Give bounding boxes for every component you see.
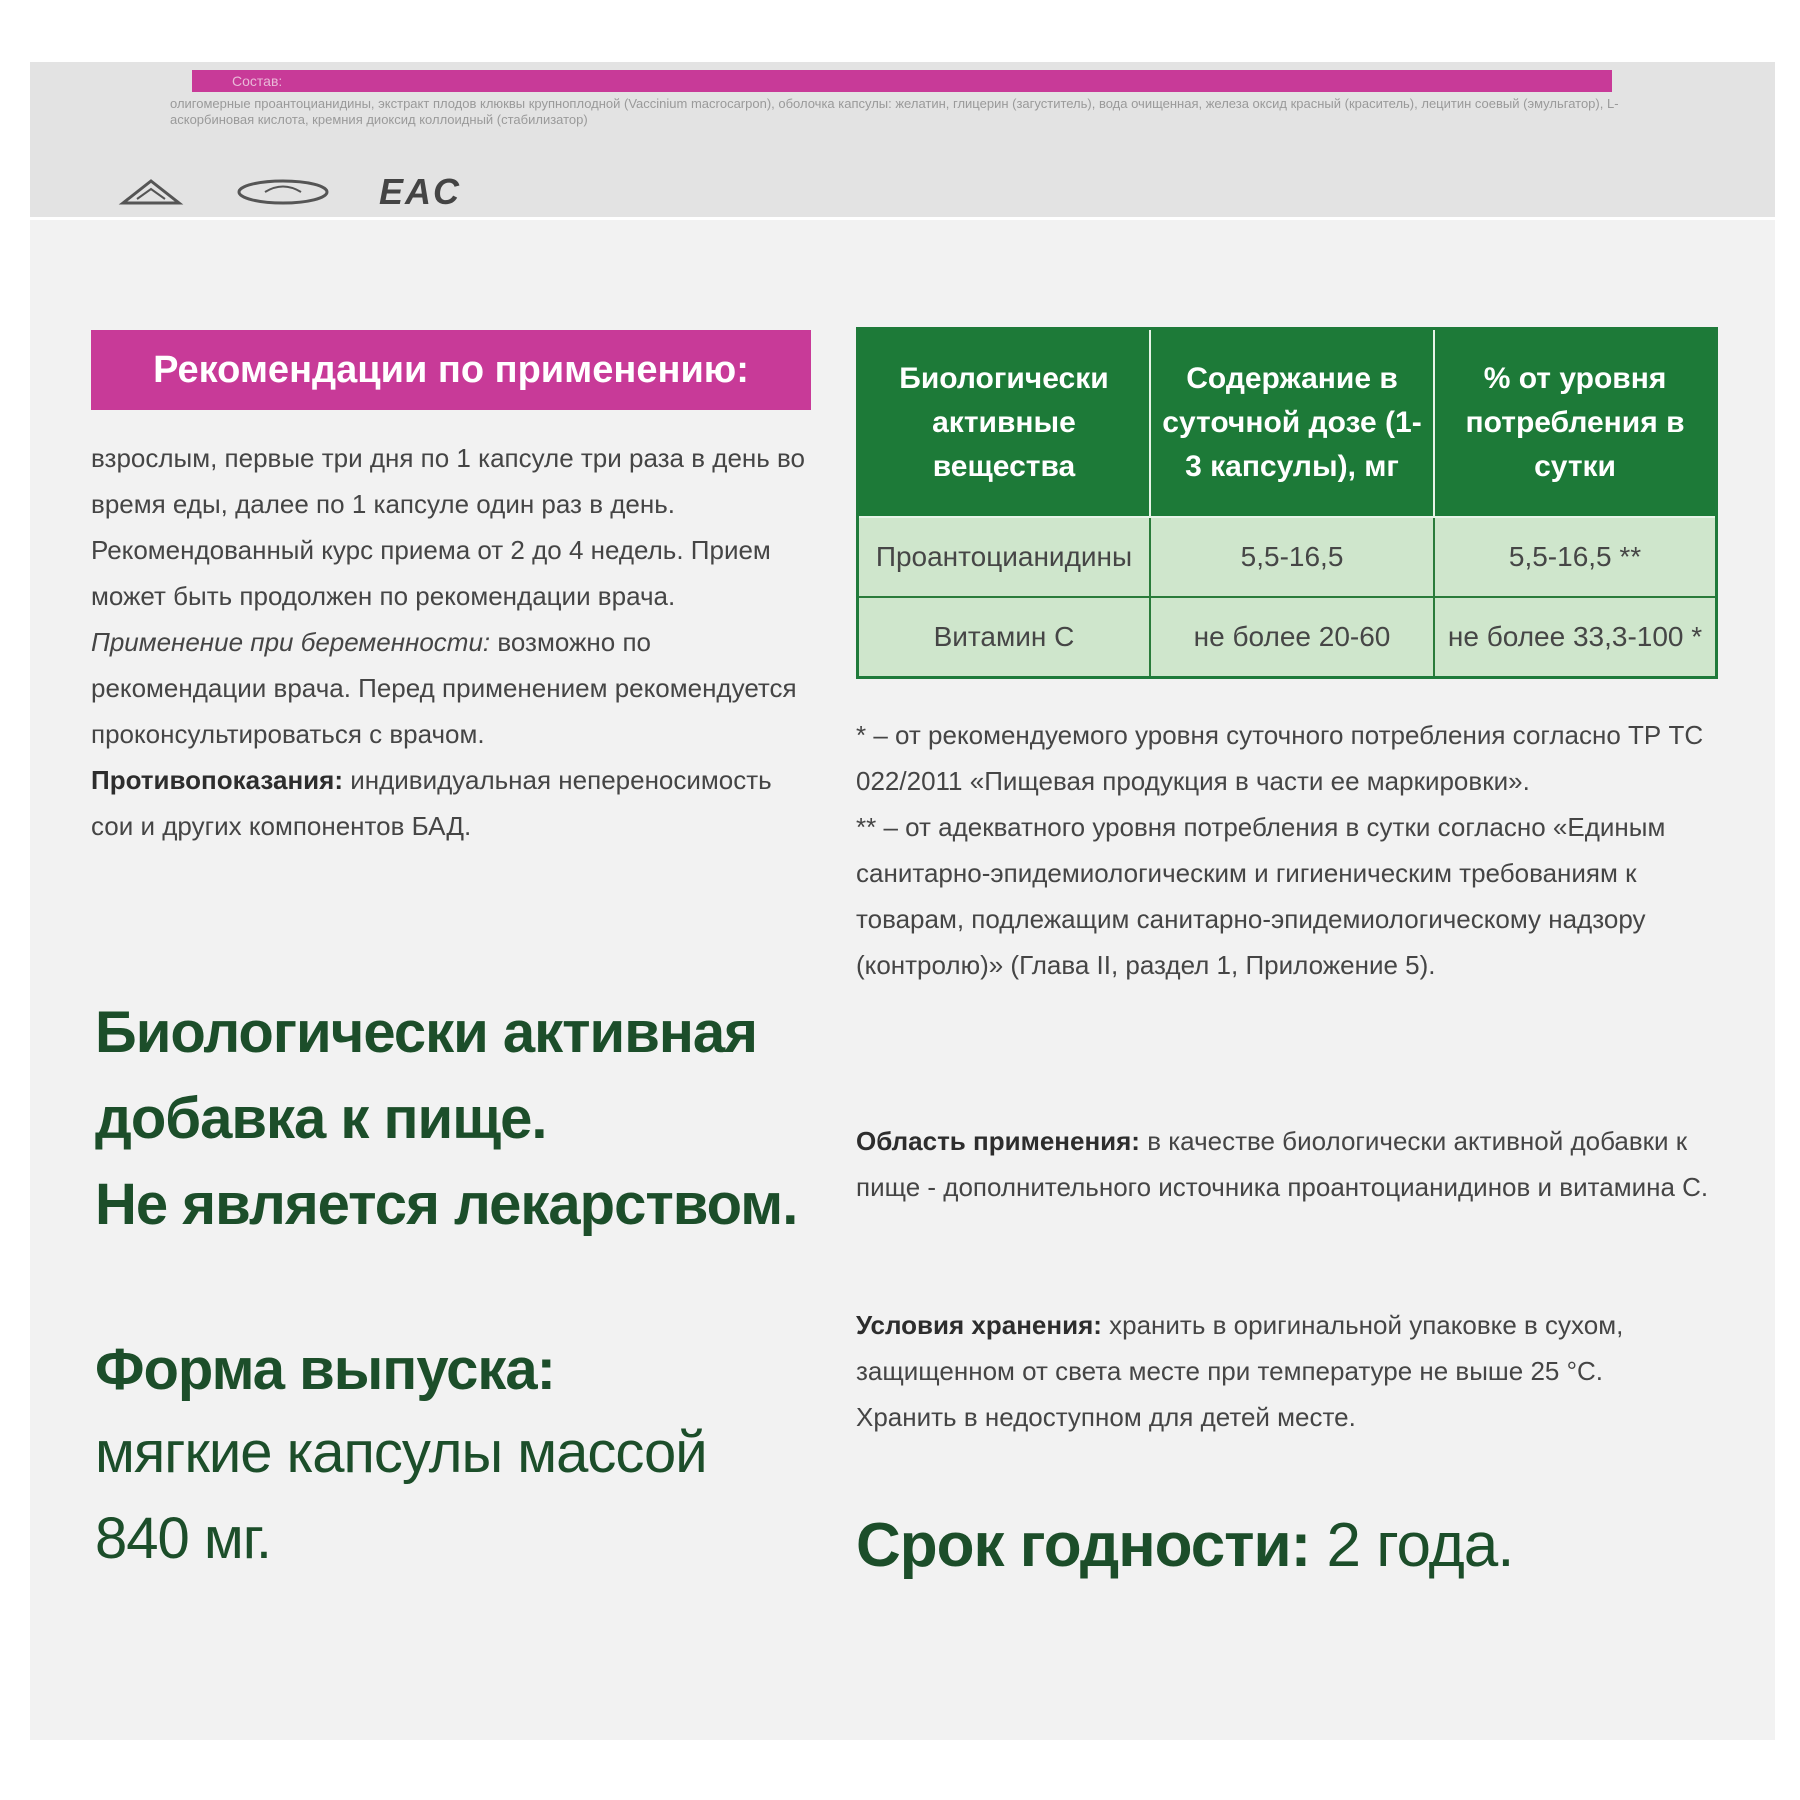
table-cell: не более 20-60 [1150, 597, 1434, 678]
release-form-title: Форма выпуска: [95, 1337, 555, 1402]
notice-line-1: Биологически активная [95, 1000, 758, 1065]
composition-bar: Состав: [192, 70, 1612, 92]
pregnancy-paragraph [91, 619, 811, 757]
notice-line-2: добавка к пище. [95, 1086, 547, 1151]
shelf-life [856, 1510, 1514, 1581]
contraindications-paragraph [91, 757, 811, 849]
storage-children: Хранить в недоступном для детей месте. [856, 1402, 1356, 1432]
certification-marks [115, 172, 461, 212]
composition-table [856, 327, 1718, 679]
storage-paragraph [856, 1302, 1736, 1394]
table-row [858, 597, 1717, 678]
footnote-two-star: ** – от адекватного уровня потребления в сутки согласно «Единым санитарно-эпидемиологическим и гигиеническим требованиям к товарам, подлежащим санитарно-эпидемиологическому надзору (контролю)» (Глава II, раздел 1, Приложение 5). [856, 812, 1666, 980]
footnotes [856, 712, 1736, 988]
table-cell: Витамин С [858, 597, 1150, 678]
shelf-life-value: 2 года. [1310, 1511, 1514, 1580]
eac-mark: EAC [379, 171, 462, 212]
storage-label: Условия хранения: [856, 1310, 1102, 1340]
scope-label: Область применения: [856, 1126, 1140, 1156]
triangle-recycle-icon [115, 175, 187, 209]
release-form-body: мягкие капсулы массой 840 мг. [95, 1420, 707, 1571]
not-a-medicine-notice [95, 990, 815, 1248]
contraindications-text: индивидуальная непереносимость сои и других компонентов БАД. [91, 765, 772, 841]
dosage-text: взрослым, первые три дня по 1 капсуле три раза в день во время еды, далее по 1 капсуле один раз в день. Рекомендованный курс приема от 2 до 4 недель. Прием может быть продолжен по рекомендации врача. [91, 443, 806, 611]
table-header-cell: Содержание в суточной дозе (1-3 капсулы), мг [1150, 329, 1434, 518]
notice-line-3: Не является лекарством. [95, 1172, 798, 1237]
footnote-one-star: * – от рекомендуемого уровня суточного потребления согласно ТР ТС 022/2011 «Пищевая продукция в части ее маркировки». [856, 720, 1704, 796]
oval-certification-icon [235, 177, 331, 207]
pregnancy-text: возможно по рекомендации врача. Перед применением рекомендуется проконсультироваться с врачом. [91, 627, 797, 749]
table-header-row [858, 329, 1717, 518]
storage-conditions [856, 1302, 1736, 1440]
shelf-life-label: Срок годности: [856, 1511, 1311, 1580]
table-cell: 5,5-16,5 ** [1434, 517, 1716, 597]
table-cell: не более 33,3-100 * [1434, 597, 1716, 678]
pregnancy-label: Применение при беременности: [91, 627, 491, 657]
table-row [858, 517, 1717, 597]
scope-paragraph [856, 1118, 1736, 1210]
composition-fine-print: олигомерные проантоцианидины, экстракт плодов клюквы крупноплодной (Vaccinium macrocarpon), оболочка капсулы: желатин, глицерин (загуститель), вода очищенная, железа оксид красный (краситель), лецитин соевый (эмульгатор), L-аскорбиновая кислота, кремния диоксид коллоидный (стабилизатор) [170, 96, 1619, 127]
table-cell: 5,5-16,5 [1150, 517, 1434, 597]
table-cell: Проантоцианидины [858, 517, 1150, 597]
contraindications-label: Противопоказания: [91, 765, 343, 795]
recommendations-body [91, 435, 811, 849]
table-header-cell: % от уровня потребления в сутки [1434, 329, 1716, 518]
recommendations-header: Рекомендации по применению: [91, 330, 811, 410]
scope-of-use [856, 1118, 1736, 1210]
storage-text: хранить в оригинальной упаковке в сухом, защищенном от света месте при температуре не выше 25 °С. [856, 1310, 1624, 1386]
scope-text: в качестве биологически активной добавки к пище - дополнительного источника проантоцианидинов и витамина С. [856, 1126, 1709, 1202]
table-header-cell: Биологически активные вещества [858, 329, 1150, 518]
